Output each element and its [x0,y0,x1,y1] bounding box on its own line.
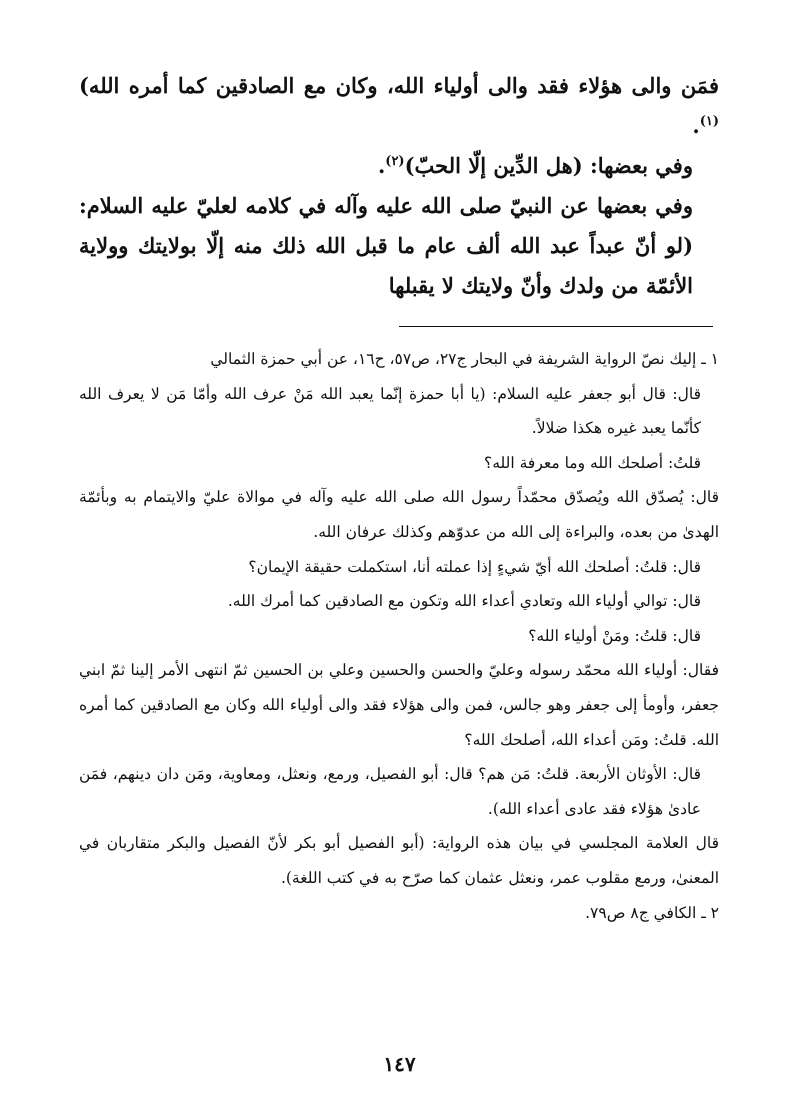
footnote-line: قال العلامة المجلسي في بيان هذه الرواية: (أبو الفصيل أبو بكر لأنّ الفصيل والبكر متقاربان في المعنىٰ، ورمع مقلوب عمر، ونعثل عثمان كما صرّح به في كتب اللغة). [79,834,719,887]
footnote-ref: (١) [699,114,719,129]
footnote-line: قال: قلتُ: أصلحك الله أيّ شيءٍ إذا عملته أنا، استكملت حقيقة الإيمان؟ [248,557,701,576]
footnote-line: فقال: أولياء الله محمّد رسوله وعليّ والحسن والحسين وعلي بن الحسين ثمّ انتهى الأمر إلينا ثمّ ابني جعفر، وأومأ إلى جعفر وهو جالس، فمن والى هؤلاء فقد والى أولياء الله وكان مع الصادقين كما أمره الله. قلتُ: ومَن أعداء الله، أصلحك الله؟ [79,661,719,749]
page-number: ١٤٧ [383,1052,416,1076]
body-paragraph: وفي بعضها: (هل الدِّين إلّا الحبّ)$^{(٢)}$. [377,153,693,178]
footnote-line: قلتُ: أصلحك الله وما معرفة الله؟ [483,453,701,472]
footnote-2: ٢ ـ الكافي ج٨ ص٧٩. [585,903,719,922]
footnote-separator [399,326,713,327]
footnote-1: ١ ـ إليك نصّ الرواية الشريفة في البحار ج٢٧، ص٥٧، ح١٦، عن أبي حمزة الثمالي [210,350,719,368]
footnote-line: قال: قلتُ: ومَنْ أولياء الله؟ [528,626,701,645]
body-paragraph: فمَن والى هؤلاء فقد والى أولياء الله، وكان مع الصادقين كما أمره الله)$^{(١)}$. [79,73,719,138]
footnote-line: قال: قال أبو جعفر عليه السلام: (يا أبا حمزة إنّما يعبد الله مَنْ عرف الله وأمّا مَن لا يعرف الله كأنّما يعبد غيره هكذا ضلالاً. [79,384,701,438]
footnotes [79,342,719,930]
body-paragraph: وفي بعضها عن النبيّ صلى الله عليه وآله في كلامه لعليّ عليه السلام: (لو أنّ عبداً عبد الله ألف عام ما قبل الله ذلك منه إلّا بولايتك وولاية الأئمّة من ولدك وأنّ ولايتك لا يقبلها [79,193,693,298]
footnote-line: قال: الأوثان الأربعة. قلتُ: مَن هم؟ قال: أبو الفصيل، ورمع، ونعثل، ومعاوية، ومَن دان دينهم، فمَن عادىٰ هؤلاء فقد عادى أعداء الله). [79,765,701,818]
footnote-line: قال: يُصدّق الله ويُصدّق محمّداً رسول الله صلى الله عليه وآله في موالاة عليّ والايتمام به وبأئمّة الهدىٰ من بعده، والبراءة إلى الله من عدوّهم وكذلك عرفان الله. [79,488,719,541]
footnote-line: قال: توالي أولياء الله وتعادي أعداء الله وتكون مع الصادقين كما أمرك الله. [227,592,701,611]
main-body-text [79,66,719,306]
footnote-ref: (٢) [385,154,405,169]
